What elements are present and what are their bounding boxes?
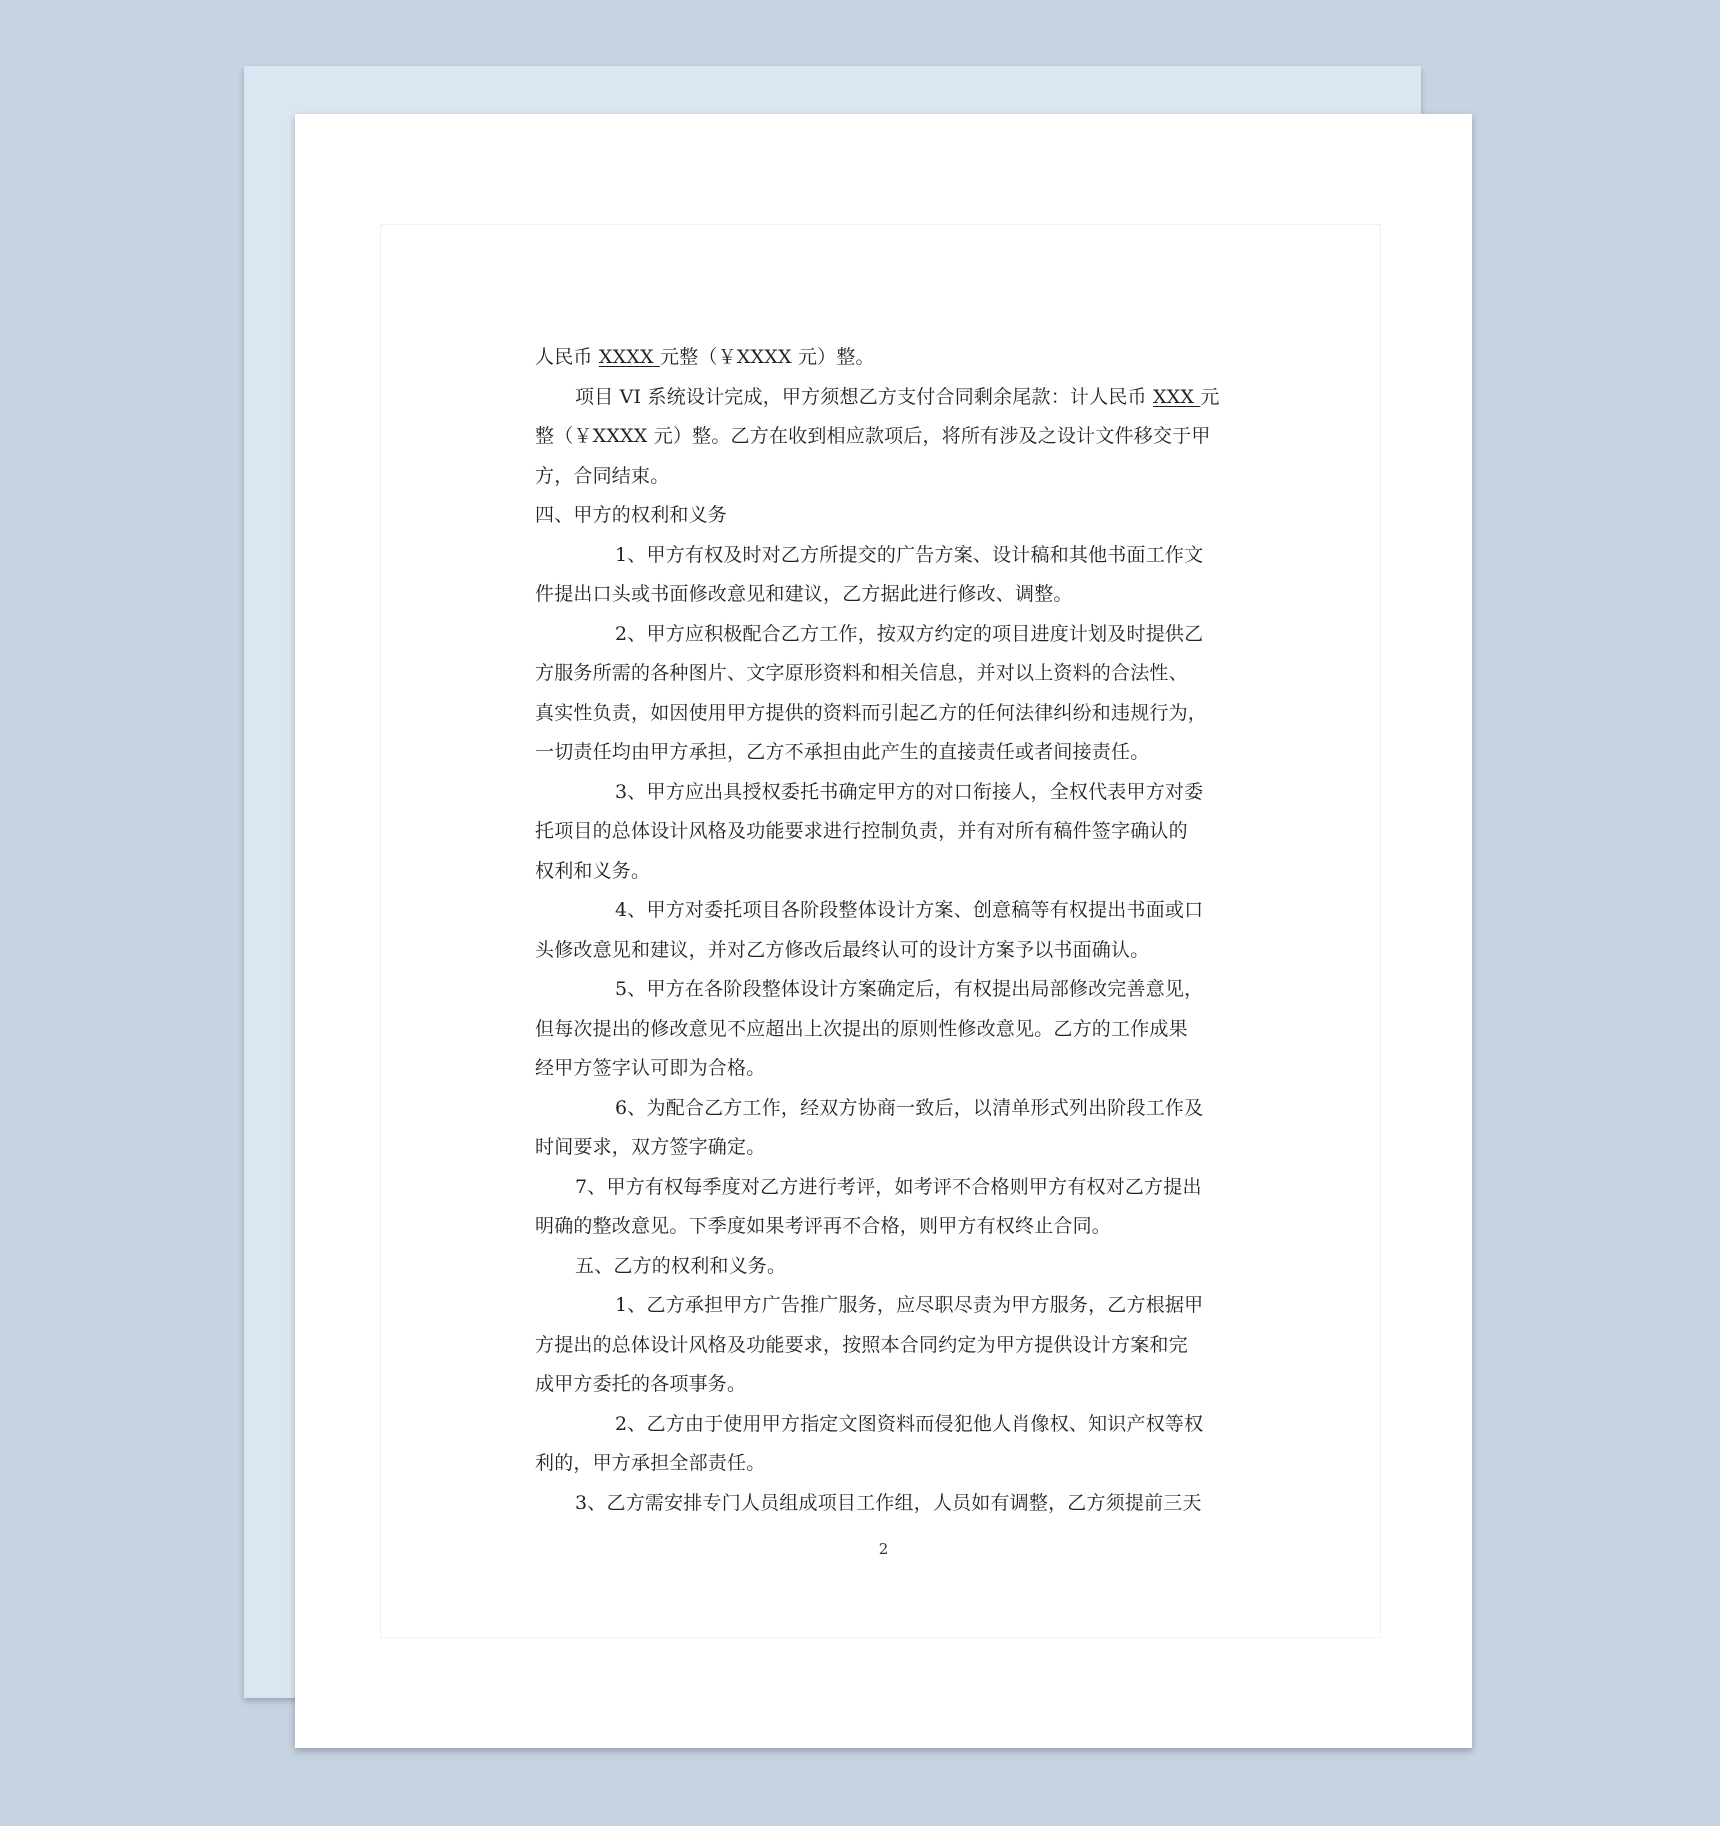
document-page <box>295 114 1472 1748</box>
text-line: 但每次提出的修改意见不应超出上次提出的原则性修改意见。乙方的工作成果 <box>535 1017 1188 1040</box>
text-line: 方提出的总体设计风格及功能要求，按照本合同约定为甲方提供设计方案和完 <box>535 1333 1188 1356</box>
text-line: 方，合同结束。 <box>535 464 670 487</box>
text-line: 5、甲方在各阶段整体设计方案确定后，有权提出局部修改完善意见， <box>615 978 1204 1000</box>
text-line: 3、乙方需安排专门人员组成项目工作组，人员如有调整，乙方须提前三天 <box>575 1491 1202 1514</box>
text-line: 3、甲方应出具授权委托书确定甲方的对口衔接人，全权代表甲方对委 <box>615 780 1204 803</box>
document-body <box>535 338 1235 1523</box>
text-line: 头修改意见和建议，并对乙方修改后最终认可的设计方案予以书面确认。 <box>535 938 1150 961</box>
amount-placeholder: XXXX <box>598 346 660 368</box>
text-line: 明确的整改意见。下季度如果考评再不合格，则甲方有权终止合同。 <box>535 1215 1112 1237</box>
text-line: 一切责任均由甲方承担，乙方不承担由此产生的直接责任或者间接责任。 <box>535 741 1150 763</box>
text-line: 权利和义务。 <box>535 859 651 882</box>
text-line: 1、甲方有权及时对乙方所提交的广告方案、设计稿和其他书面工作文 <box>615 543 1204 566</box>
text-line: 项目 VI 系统设计完成，甲方须想乙方支付合同剩余尾款：计人民币 XXX 元 <box>575 385 1220 408</box>
text-line: 利的，甲方承担全部责任。 <box>535 1452 766 1474</box>
text-line: 方服务所需的各种图片、文字原形资料和相关信息，并对以上资料的合法性、 <box>535 662 1188 684</box>
text-line: 件提出口头或书面修改意见和建议，乙方据此进行修改、调整。 <box>535 583 1073 605</box>
text-line: 6、为配合乙方工作，经双方协商一致后，以清单形式列出阶段工作及 <box>615 1096 1204 1119</box>
text-line: 4、甲方对委托项目各阶段整体设计方案、创意稿等有权提出书面或口 <box>615 899 1204 921</box>
text-line: 托项目的总体设计风格及功能要求进行控制负责，并有对所有稿件签字确认的 <box>535 820 1188 842</box>
text-line: 7、甲方有权每季度对乙方进行考评，如考评不合格则甲方有权对乙方提出 <box>575 1175 1202 1198</box>
section-heading: 五、乙方的权利和义务。 <box>575 1254 787 1277</box>
text-line: 人民币 XXXX 元整（￥XXXX 元）整。 <box>535 346 875 368</box>
text-line: 真实性负责，如因使用甲方提供的资料而引起乙方的任何法律纠纷和违规行为， <box>535 701 1208 724</box>
section-heading: 四、甲方的权利和义务 <box>535 504 728 526</box>
text-line: 经甲方签字认可即为合格。 <box>535 1057 766 1079</box>
text-line: 2、乙方由于使用甲方指定文图资料而侵犯他人肖像权、知识产权等权 <box>615 1412 1204 1435</box>
amount-placeholder: XXX <box>1152 385 1201 408</box>
text-line: 1、乙方承担甲方广告推广服务，应尽职尽责为甲方服务，乙方根据甲 <box>615 1294 1204 1316</box>
text-line: 成甲方委托的各项事务。 <box>535 1373 747 1395</box>
text-line: 整（￥XXXX 元）整。乙方在收到相应款项后，将所有涉及之设计文件移交于甲 <box>535 425 1211 447</box>
page-number: 2 <box>878 1540 889 1558</box>
text-line: 时间要求，双方签字确定。 <box>535 1136 766 1158</box>
text-line: 2、甲方应积极配合乙方工作，按双方约定的项目进度计划及时提供乙 <box>615 622 1204 645</box>
